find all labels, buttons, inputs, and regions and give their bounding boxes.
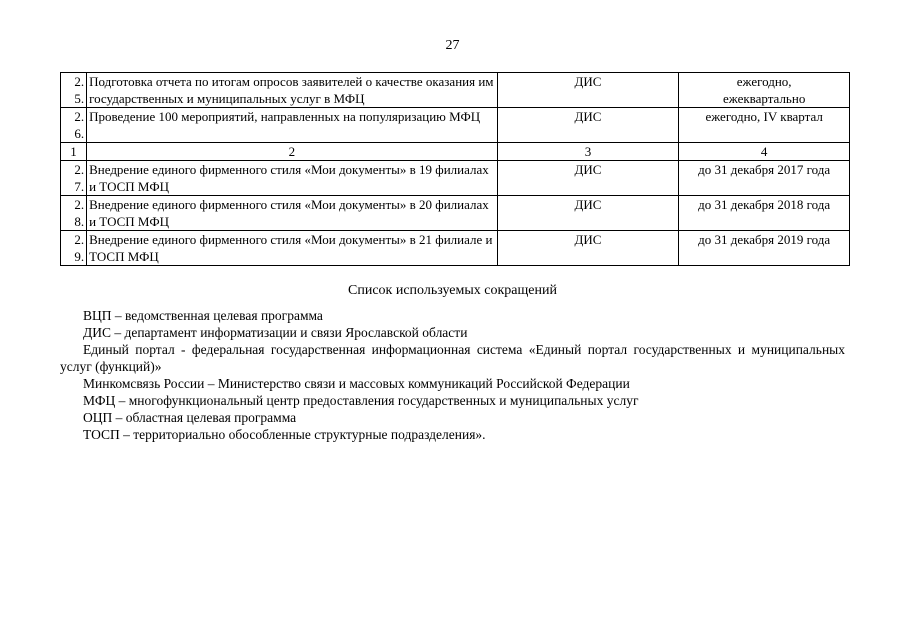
table-row — [61, 231, 850, 266]
executor-cell: 3 — [497, 143, 679, 161]
activity-name-cell: Внедрение единого фирменного стиля «Мои документы» в 20 филиалах и ТОСП МФЦ — [87, 196, 498, 231]
abbreviation-item: ТОСП – территориально обособленные структурные подразделения». — [83, 427, 486, 442]
abbreviation-item: МФЦ – многофункциональный центр предоставления государственных и муниципальных услуг — [83, 393, 639, 408]
executor-cell: ДИС — [497, 73, 679, 108]
term-cell: до 31 декабря 2019 года — [679, 231, 850, 266]
page-number: 27 — [445, 38, 460, 53]
table-header-row — [61, 143, 850, 161]
abbreviation-item: ДИС – департамент информатизации и связи Ярославской области — [83, 325, 468, 340]
term-cell: до 31 декабря 2017 года — [679, 161, 850, 196]
term-cell: ежегодно, IV квартал — [679, 108, 850, 143]
table-row — [61, 73, 850, 108]
term-cell: ежегодно, ежеквартально — [679, 73, 850, 108]
executor-cell: ДИС — [497, 196, 679, 231]
table-row — [61, 161, 850, 196]
term-cell: до 31 декабря 2018 года — [679, 196, 850, 231]
row-number-cell: 2. 7. — [61, 161, 87, 196]
activity-name-cell: 2 — [87, 143, 498, 161]
table-row — [61, 108, 850, 143]
abbreviations-title: Список используемых сокращений — [348, 283, 557, 298]
row-number-cell: 2. 9. — [61, 231, 87, 266]
term-cell: 4 — [679, 143, 850, 161]
row-number-cell: 2. 6. — [61, 108, 87, 143]
row-number-cell: 1 — [61, 143, 87, 161]
executor-cell: ДИС — [497, 231, 679, 266]
executor-cell: ДИС — [497, 108, 679, 143]
abbreviation-item: Минкомсвязь России – Министерство связи и массовых коммуникаций Российской Федерации — [83, 376, 630, 391]
row-number-cell: 2. 5. — [61, 73, 87, 108]
activity-name-cell: Подготовка отчета по итогам опросов заявителей о качестве оказания им государственных и муниципальных услуг в МФЦ — [87, 73, 498, 108]
activity-name-cell: Внедрение единого фирменного стиля «Мои документы» в 21 филиале и ТОСП МФЦ — [87, 231, 498, 266]
abbreviation-item: ОЦП – областная целевая программа — [83, 410, 297, 425]
executor-cell: ДИС — [497, 161, 679, 196]
abbreviations-list — [60, 307, 845, 443]
row-number-cell: 2. 8. — [61, 196, 87, 231]
abbreviation-item: ВЦП – ведомственная целевая программа — [83, 308, 323, 323]
abbreviation-item: Единый портал - федеральная государственная информационная система «Единый портал государственных и муниципальных услуг (функций)» — [60, 342, 845, 374]
table-row — [61, 196, 850, 231]
activity-name-cell: Проведение 100 мероприятий, направленных на популяризацию МФЦ — [87, 108, 498, 143]
activity-name-cell: Внедрение единого фирменного стиля «Мои документы» в 19 филиалах и ТОСП МФЦ — [87, 161, 498, 196]
activities-table — [60, 72, 850, 266]
